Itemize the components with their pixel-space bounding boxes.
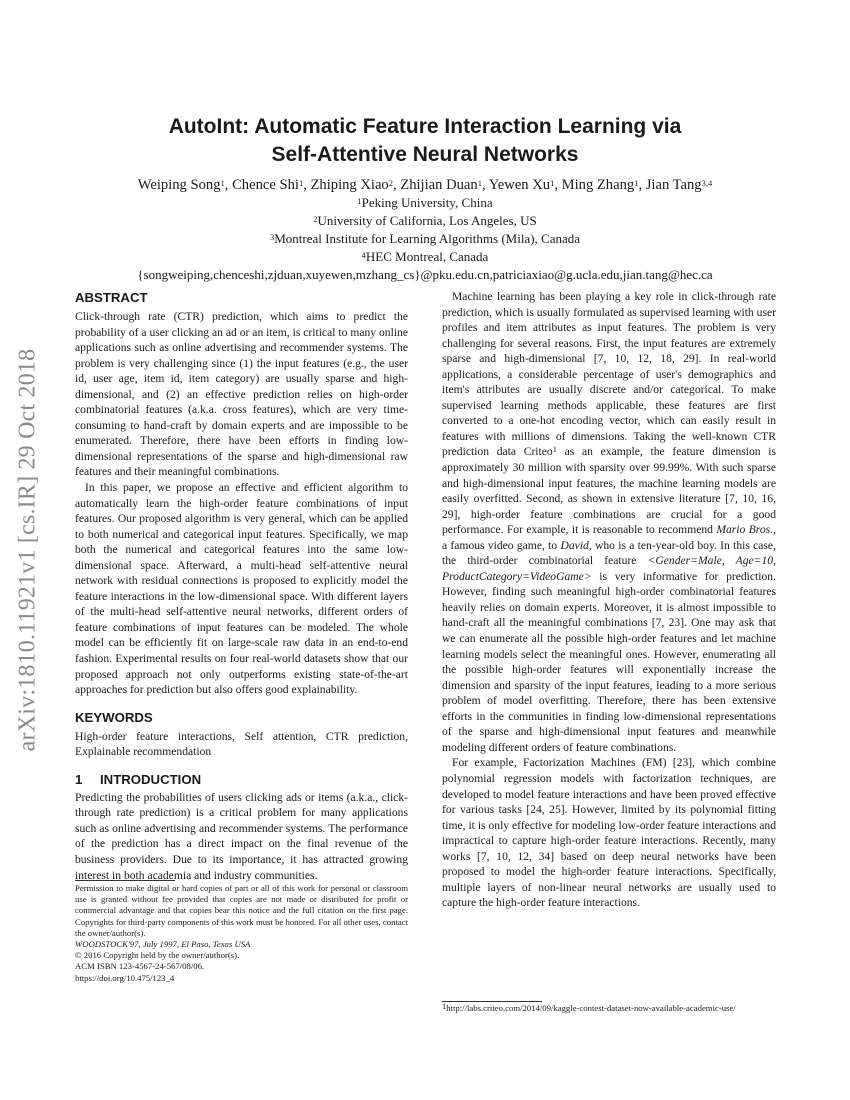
isbn-line: ACM ISBN 123-4567-24-567/08/06. [75,961,205,972]
permission-block [75,883,408,984]
doi-line: https://doi.org/10.475/123_4 [75,972,175,983]
permission-text: Permission to make digital or hard copies of part or all of this work for personal or classroom use is granted without fee provided that copies are not made or distributed for profit or commercial advantage and that copies bear this notice and the full citation on the first page. Copyrights for third-party components of this work must be honored. For all other uses, contact the owner/author(s). [75,883,408,938]
section-title: INTRODUCTION [100,771,202,787]
title-line-1: AutoInt: Automatic Feature Interaction Learning via [168,115,682,138]
author: Zhiping Xiao$^2$ [310,177,393,193]
abstract-heading: ABSTRACT [75,290,148,305]
author-emails: {songweiping,chenceshi,zjduan,xuyewen,mzhang_cs}@pku.edu.cn,patriciaxiao@g.ucla.edu,jian.tang@hec.ca [137,267,713,282]
footnote-marker: 1 [552,444,557,455]
title-line-2: Self-Attentive Neural Networks [271,143,579,166]
arxiv-identifier: arXiv:1810.11921v1 [cs.IR] 29 Oct 2018 [14,348,41,752]
author: Ming Zhang$^1$ [561,177,639,193]
left-column [75,289,408,883]
footnote-rule [442,1001,542,1002]
intro-paragraph: Machine learning has been playing a key role in click-through rate prediction, which is usually formulated as supervised learning with user profiles and item attributes as input features. The problem is very challenging for several reasons. First, the input features are extremely sparse and high-dimensional [7, 10, 12, 18, 29]. In real-world applications, a considerable percentage of user's demographics and item's attributes are usually discrete and/or categorical. To make supervised learning methods applicable, these features are first converted to a one-hot encoding vector, which can easily result in features with millions of dimensions. Taking the well-known CTR prediction data Criteo$^1$ as an example, the feature dimension is approximately 30 million with sparsity over 99.99%. With such sparse and high-dimensional input features, the machine learning models are easily overfitted. Second, as shown in extensive literature [7, 10, 16, 29], high-order feature combinations are crucial for a good performance. For example, it is reasonable to recommend Mario Bros., a famous video game, to David, who is a ten-year-old boy. In this case, the third-order combinatorial feature <Gender=Male, Age=10, ProductCategory=VideoGame> is very informative for prediction. However, finding such meaningful high-order combinatorial features heavily relies on domain experts. Moreover, it is almost impossible to hand-craft all the meaningful combinations [7, 23]. One may ask that we can enumerate all the possible high-order features and let machine learning models select the meaningful ones. However, enumerating all the possible high-order features will exponentially increase the dimension and sparsity of the input features, leading to a more serious problem of model overfitting. Therefore, there has been extensive efforts in the communities in finding low-dimensional representations of the sparse and high-dimensional input features and meanwhile modeling different orders of feature combinations. [442,290,777,754]
author-list: Weiping Song$^1$, Chence Shi$^1$, Zhiping Xiao$^2$, Zhijian Duan$^1$, Yewen Xu$^1$, Ming Zhang$^1$, Jian Tang$^{3,4}$ [137,177,713,193]
intro-paragraph: For example, Factorization Machines (FM) [23], which combine polynomial regression models with factorization techniques, are developed to model feature interactions and have been proved effective for various tasks [24, 25]. However, limited by its polynomial fitting time, it is only effective for modeling low-order feature interactions and impractical to capture high-order feature interactions. Recently, many works [7, 10, 12, 34] based on deep neural networks have been proposed to model the high-order feature interactions. Specifically, multiple layers of non-linear neural networks are usually used to capture the high-order feature interactions. [442,756,776,910]
intro-paragraph: Predicting the probabilities of users clicking ads or items (a.k.a., click-through rate prediction) is a critical problem for many applications such as online advertising and recommender systems. The performance of the prediction has a direct impact on the final revenue of the business providers. Due to its importance, it has attracted growing interest in both academia and industry communities. [75,790,408,882]
affiliation: $^4$HEC Montreal, Canada [361,249,489,264]
author: Zhijian Duan$^1$ [400,177,482,193]
author: Chence Shi$^1$ [232,177,304,193]
arxiv-sidebar-stamp [6,300,50,800]
author: Weiping Song$^1$ [137,177,225,193]
footnote-rule [75,880,175,881]
paper-title [0,113,850,169]
keywords-heading: KEYWORDS [75,709,153,725]
copyright-line: © 2016 Copyright held by the owner/author(s). [75,950,240,961]
section-number: 1 [75,771,83,787]
affiliation: $^2$University of California, Los Angeles, US [313,213,537,228]
footnote: $^1$http://labs.criteo.com/2014/09/kaggle-contest-dataset-now-available-academic-use/ [442,1001,736,1013]
introduction-heading [75,771,408,789]
author: Yewen Xu$^1$ [488,177,555,193]
affiliation: $^1$Peking University, China [357,195,493,210]
abstract-paragraph: In this paper, we propose an effective and efficient algorithm to automatically learn the high-order feature combinations of input features. Our proposed algorithm is very general, which can be applied to both numerical and categorical input features. Specifically, we map both the numerical and categorical features into the same low-dimensional space. Afterward, a multi-head self-attentive neural network with residual connections is proposed to explicitly model the feature interactions in the low-dimensional space. With different layers of the multi-head self-attentive neural networks, different orders of feature combinations of input features can be modeled. The whole model can be efficiently fit on large-scale raw data in an end-to-end fashion. Experimental results on four real-world datasets show that our proposed approach not only outperforms existing state-of-the-art approaches for prediction but also offers good explainability. [75,481,408,697]
footnote-url[interactable]: http://labs.criteo.com/2014/09/kaggle-contest-dataset-now-available-academic-use/ [446,1003,736,1013]
right-column [442,289,776,911]
affiliations [0,194,850,284]
conference-line: WOODSTOCK'97, July 1997, El Paso, Texas USA [75,939,251,950]
keywords-text: High-order feature interactions, Self attention, CTR prediction, Explainable recommendation [75,729,408,759]
author: Jian Tang$^{3,4}$ [645,177,713,193]
abstract-paragraph: Click-through rate (CTR) prediction, which aims to predict the probability of a user clicking an ad or an item, is critical to many online applications such as online advertising and recommender systems. The problem is very challenging since (1) the input features (e.g., the user id, user age, item id, item category) are usually sparse and high-dimensional, and (2) an effective prediction relies on high-order combinatorial features (a.k.a. cross features), which are very time-consuming to hand-craft by domain experts and are impossible to be enumerated. Therefore, there have been efforts in finding low-dimensional representations of the sparse and high-dimensional raw features and their meaningful combinations. [75,310,408,479]
affiliation: $^3$Montreal Institute for Learning Algorithms (Mila), Canada [269,231,581,246]
